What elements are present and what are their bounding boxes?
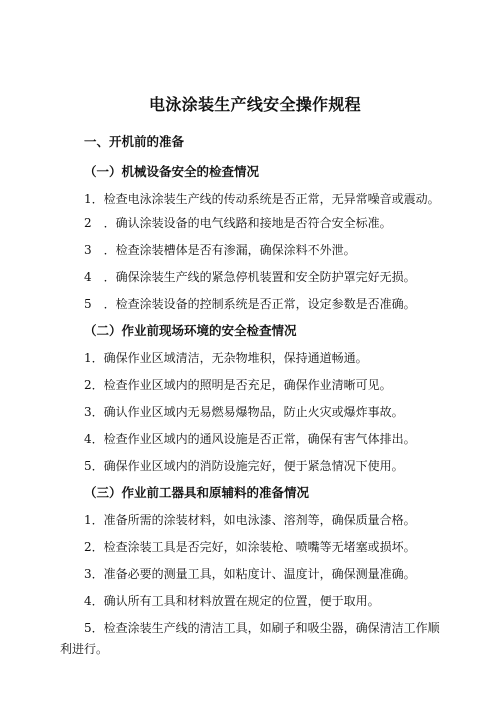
list-item: 1．确保作业区域清洁，无杂物堆积，保持通道畅通。 <box>84 351 368 365</box>
list-item: 5 ．检查涂装设备的控制系统是否正常，设定参数是否准确。 <box>84 297 416 311</box>
list-item: 4．确认所有工具和材料放置在规定的位置，便于取用。 <box>84 594 380 608</box>
document-title: 电泳涂装生产线安全操作规程 <box>149 95 361 114</box>
list-item: 1．准备所需的涂装材料，如电泳漆、溶剂等，确保质量合格。 <box>84 513 416 527</box>
list-item: 5．确保作业区域内的消防设施完好，便于紧急情况下使用。 <box>84 459 404 473</box>
list-item: 2．检查涂装工具是否完好，如涂装枪、喷嘴等无堵塞或损坏。 <box>84 540 416 554</box>
list-item: 1．检查电泳涂装生产线的传动系统是否正常，无异常噪音或震动。 <box>84 192 440 206</box>
list-item: 3 ．检查涂装槽体是否有渗漏，确保涂料不外泄。 <box>84 243 356 257</box>
list-item: 2．检查作业区域内的照明是否充足，确保作业清晰可见。 <box>84 378 392 392</box>
list-item: 3．准备必要的测量工具，如粘度计、温度计，确保测量准确。 <box>84 567 416 581</box>
list-item: 2 ．确认涂装设备的电气线路和接地是否符合安全标准。 <box>84 216 392 230</box>
list-item: 4 ．确保涂装生产线的紧急停机装置和安全防护罩完好无损。 <box>84 270 416 284</box>
subsection-heading-equipment-check: （一）机械设备安全的检查情况 <box>84 164 260 179</box>
list-item: 5．检查涂装生产线的清洁工具，如刷子和吸尘器，确保清洁工作顺利进行。 <box>60 621 440 656</box>
list-item: 4．检查作业区域内的通风设施是否正常，确保有害气体排出。 <box>84 432 416 446</box>
subsection-heading-environment-check: （二）作业前现场环境的安全检查情况 <box>84 323 297 338</box>
subsection-heading-tools-materials: （三）作业前工器具和原辅料的准备情况 <box>84 485 310 500</box>
list-item: 3．确认作业区域内无易燃易爆物品，防止火灾或爆炸事故。 <box>84 405 404 419</box>
section-heading-preparation: 一、开机前的准备 <box>84 134 185 149</box>
